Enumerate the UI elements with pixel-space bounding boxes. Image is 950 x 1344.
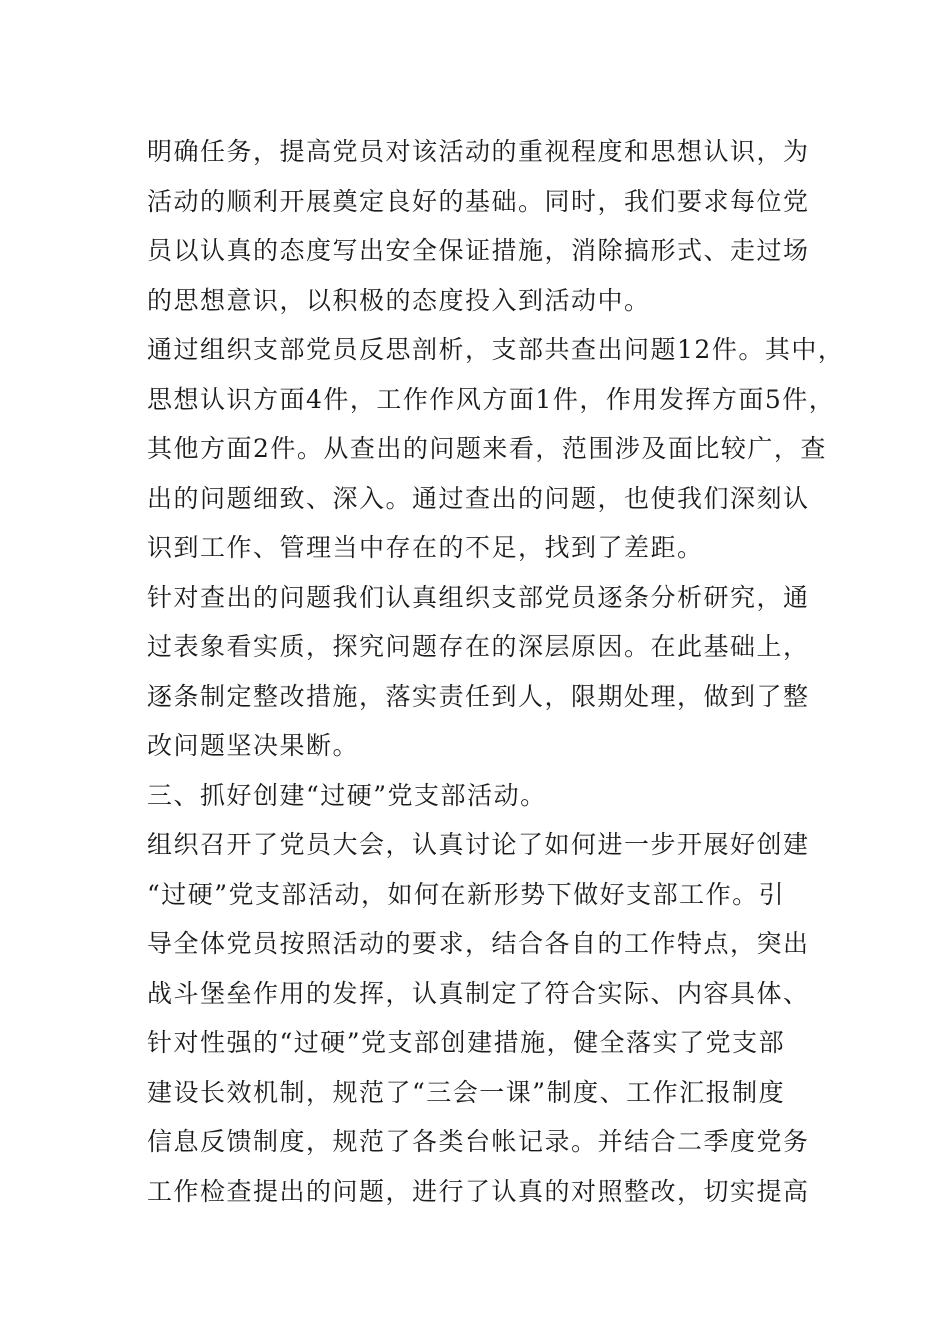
- text-line: 活动的顺利开展奠定良好的基础。同时，我们要求每位党: [147, 186, 810, 216]
- text-line: 针对性强的“过硬”党支部创建措施，健全落实了党支部: [147, 1028, 786, 1057]
- text-line: 出的问题细致、深入。通过查出的问题，也使我们深刻认: [147, 483, 810, 513]
- text-line: 工作检查提出的问题，进行了认真的对照整改，切实提高: [147, 1176, 810, 1206]
- body-text: [147, 127, 845, 1216]
- text-line: 的思想意识，以积极的态度投入到活动中。: [147, 285, 651, 315]
- text-line: 针对查出的问题我们认真组织支部党员逐条分析研究，通: [147, 582, 810, 612]
- text-line: 思想认识方面4件，工作作风方面1件，作用发挥方面5件，: [147, 384, 836, 414]
- text-line: 组织召开了党员大会，认真讨论了如何进一步开展好创建: [147, 830, 810, 859]
- text-line: 其他方面2件。从查出的问题来看，范围涉及面比较广，查: [147, 434, 827, 463]
- text-line: 识到工作、管理当中存在的不足，找到了差距。: [147, 533, 704, 562]
- text-line: 改问题坚决果断。: [147, 731, 360, 760]
- text-line: 建设长效机制，规范了“三会一课”制度、工作汇报制度: [147, 1077, 786, 1107]
- text-line: 员以认真的态度写出安全保证措施，消除搞形式、走过场: [147, 236, 810, 265]
- text-line: 战斗堡垒作用的发挥，认真制定了符合实际、内容具体、: [147, 978, 810, 1008]
- text-line: “过硬”党支部活动，如何在新形势下做好支部工作。引: [147, 879, 786, 909]
- text-line: 明确任务，提高党员对该活动的重视程度和思想认识，为: [147, 137, 810, 166]
- text-line: 过表象看实质，探究问题存在的深层原因。在此基础上，: [147, 632, 810, 661]
- text-line: 导全体党员按照活动的要求，结合各自的工作特点，突出: [147, 929, 810, 958]
- section-heading: 三、抓好创建“过硬”党支部活动。: [147, 780, 547, 810]
- text-line: 信息反馈制度，规范了各类台帐记录。并结合二季度党务: [147, 1127, 810, 1156]
- text-line: 逐条制定整改措施，落实责任到人，限期处理，做到了整: [147, 681, 810, 711]
- text-line: 通过组织支部党员反思剖析，支部共查出问题12件。其中，: [147, 335, 845, 364]
